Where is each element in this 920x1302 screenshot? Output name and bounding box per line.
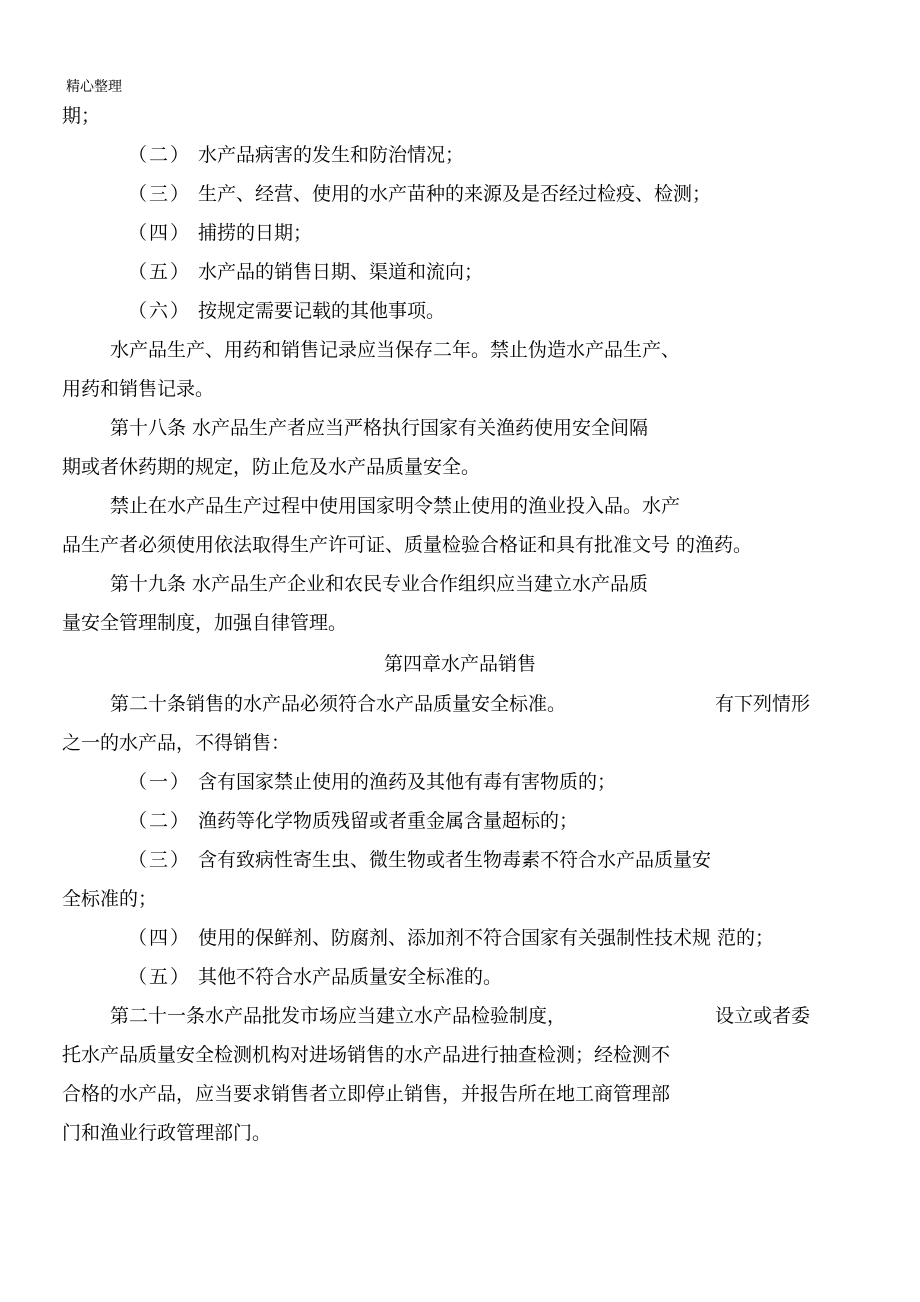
item-number: （一） bbox=[128, 771, 192, 793]
text-segment: 第二十条销售的水产品必须符合水产品质量安全标准。 bbox=[110, 693, 567, 715]
item-text: 渔药等化学物质残留或者重金属含量超标的； bbox=[198, 810, 579, 832]
text-line: 水产品生产、用药和销售记录应当保存二年。禁止伪造水产品生产、 bbox=[110, 339, 681, 361]
item-number: （三） bbox=[128, 849, 192, 871]
text-line: 门和渔业行政管理部门。 bbox=[62, 1122, 272, 1144]
item-number: （二） bbox=[128, 144, 192, 166]
item-number: （六） bbox=[128, 300, 192, 322]
list-item bbox=[128, 185, 711, 204]
item-number: （五） bbox=[128, 261, 192, 283]
item-text: 其他不符合水产品质量安全标准的。 bbox=[198, 966, 503, 988]
text-segment: 设立或者委 bbox=[715, 1005, 811, 1027]
text-line: 期； bbox=[62, 105, 101, 127]
list-item bbox=[128, 263, 483, 282]
list-item bbox=[128, 968, 502, 987]
item-text: 含有致病性寄生虫、微生物或者生物毒素不符合水产品质量安 bbox=[198, 849, 712, 871]
item-text: 水产品病害的发生和防治情况； bbox=[198, 144, 465, 166]
text-segment: 第二十一条水产品批发市场应当建立水产品检验制度， bbox=[110, 1005, 567, 1027]
text-line: 禁止在水产品生产过程中使用国家明令禁止使用的渔业投入品。水产 bbox=[110, 495, 681, 517]
article-18: 第十八条 水产品生产者应当严格执行国家有关渔药使用安全间隔 bbox=[110, 417, 649, 439]
item-number: （四） bbox=[128, 927, 192, 949]
item-number: （二） bbox=[128, 810, 192, 832]
list-item bbox=[128, 146, 464, 165]
chapter-heading: 第四章水产品销售 bbox=[383, 653, 536, 675]
article-21 bbox=[110, 1007, 566, 1026]
item-text: 按规定需要记载的其他事项。 bbox=[198, 300, 446, 322]
text-line: 期或者休药期的规定，防止危及水产品质量安全。 bbox=[62, 456, 481, 478]
item-text: 含有国家禁止使用的渔药及其他有毒有害物质的； bbox=[198, 771, 617, 793]
list-item bbox=[128, 851, 711, 870]
text-line: 托水产品质量安全检测机构对进场销售的水产品进行抽查检测；经检测不 bbox=[62, 1044, 671, 1066]
list-item bbox=[128, 773, 616, 792]
text-segment: 有下列情形 bbox=[715, 693, 811, 715]
text-line: 用药和销售记录。 bbox=[62, 378, 215, 400]
item-text: 使用的保鲜剂、防腐剂、添加剂不符合国家有关强制性技术规 范的； bbox=[198, 927, 775, 949]
text-line: 全标准的； bbox=[62, 888, 158, 910]
item-text: 水产品的销售日期、渠道和流向； bbox=[198, 261, 484, 283]
item-number: （五） bbox=[128, 966, 192, 988]
item-text: 生产、经营、使用的水产苗种的来源及是否经过检疫、检测； bbox=[198, 183, 712, 205]
page-header: 精心整理 bbox=[66, 79, 122, 95]
article-19: 第十九条 水产品生产企业和农民专业合作组织应当建立水产品质 bbox=[110, 573, 649, 595]
list-item bbox=[128, 224, 312, 243]
item-text: 捕捞的日期； bbox=[198, 222, 313, 244]
list-item bbox=[128, 929, 774, 948]
text-line: 品生产者必须使用依法取得生产许可证、质量检验合格证和具有批准文号 的渔药。 bbox=[62, 534, 753, 556]
list-item bbox=[128, 812, 578, 831]
item-number: （四） bbox=[128, 222, 192, 244]
list-item bbox=[128, 302, 445, 321]
article-20 bbox=[110, 695, 566, 714]
item-number: （三） bbox=[128, 183, 192, 205]
text-line: 量安全管理制度，加强自律管理。 bbox=[62, 612, 348, 634]
text-line: 合格的水产品，应当要求销售者立即停止销售，并报告所在地工商管理部 bbox=[62, 1083, 671, 1105]
text-line: 之一的水产品，不得销售： bbox=[62, 732, 291, 754]
